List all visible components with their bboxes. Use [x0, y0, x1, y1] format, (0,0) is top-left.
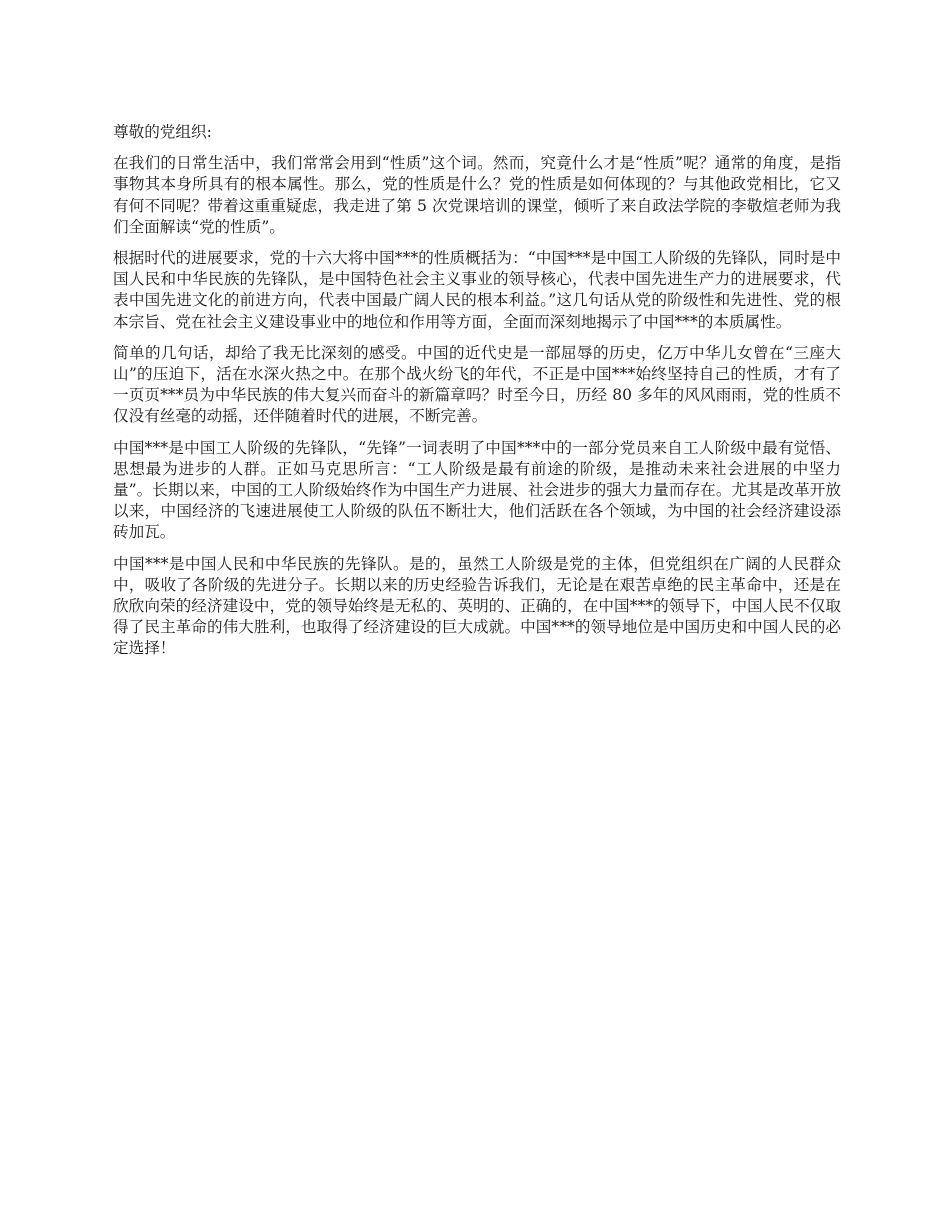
- paragraph-3: 简单的几句话，却给了我无比深刻的感受。中国的近代史是一部屈辱的历史，亿万中华儿女曾在“三座大山”的压迫下，活在水深火热之中。在那个战火纷飞的年代，不正是中国***始终坚持自己的性质，才有了一页页***员为中华民族的伟大复兴而奋斗的新篇章吗？时至今日，历经 80 多年的风风雨雨，党的性质不仅没有丝毫的动摇，还伴随着时代的进展，不断完善。: [113, 343, 841, 426]
- salutation: 尊敬的党组织:: [113, 123, 212, 141]
- paragraph-2: 根据时代的进展要求，党的十六大将中国***的性质概括为：“中国***是中国工人阶级的先锋队，同时是中国人民和中华民族的先锋队，是中国特色社会主义事业的领导核心，代表中国先进生产力的进展要求，代表中国先进文化的前进方向，代表中国最广阔人民的根本利益。”这几句话从党的阶级性和先进性、党的根本宗旨、党在社会主义建设事业中的地位和作用等方面，全面而深刻地揭示了中国***的本质属性。: [113, 249, 841, 331]
- paragraph-4: 中国***是中国工人阶级的先锋队，“先锋”一词表明了中国***中的一部分党员来自工人阶级中最有觉悟、思想最为进步的人群。正如马克思所言：“工人阶级是最有前途的阶级，是推动未来社会进展的中坚力量”。长期以来，中国的工人阶级始终作为中国生产力进展、社会进步的强大力量而存在。尤其是改革开放以来，中国经济的飞速进展使工人阶级的队伍不断壮大，他们活跃在各个领域，为中国的社会经济建设添砖加瓦。: [113, 438, 841, 542]
- document-page: [113, 122, 841, 670]
- paragraph-1: 在我们的日常生活中，我们常常会用到“性质”这个词。然而，究竟什么才是“性质”呢？通常的角度，是指事物其本身所具有的根本属性。那么，党的性质是什么？党的性质是如何体现的？与其他政党相比，它又有何不同呢？带着这重重疑虑，我走进了第 5 次党课培训的课堂，倾听了来自政法学院的李敬煊老师为我们全面解读“党的性质”。: [113, 154, 841, 236]
- paragraph-5: 中国***是中国人民和中华民族的先锋队。是的，虽然工人阶级是党的主体，但党组织在广阔的人民群众中，吸收了各阶级的先进分子。长期以来的历史经验告诉我们，无论是在艰苦卓绝的民主革命中，还是在欣欣向荣的经济建设中，党的领导始终是无私的、英明的、正确的，在中国***的领导下，中国人民不仅取得了民主革命的伟大胜利，也取得了经济建设的巨大成就。中国***的领导地位是中国历史和中国人民的必定选择！: [113, 554, 841, 658]
